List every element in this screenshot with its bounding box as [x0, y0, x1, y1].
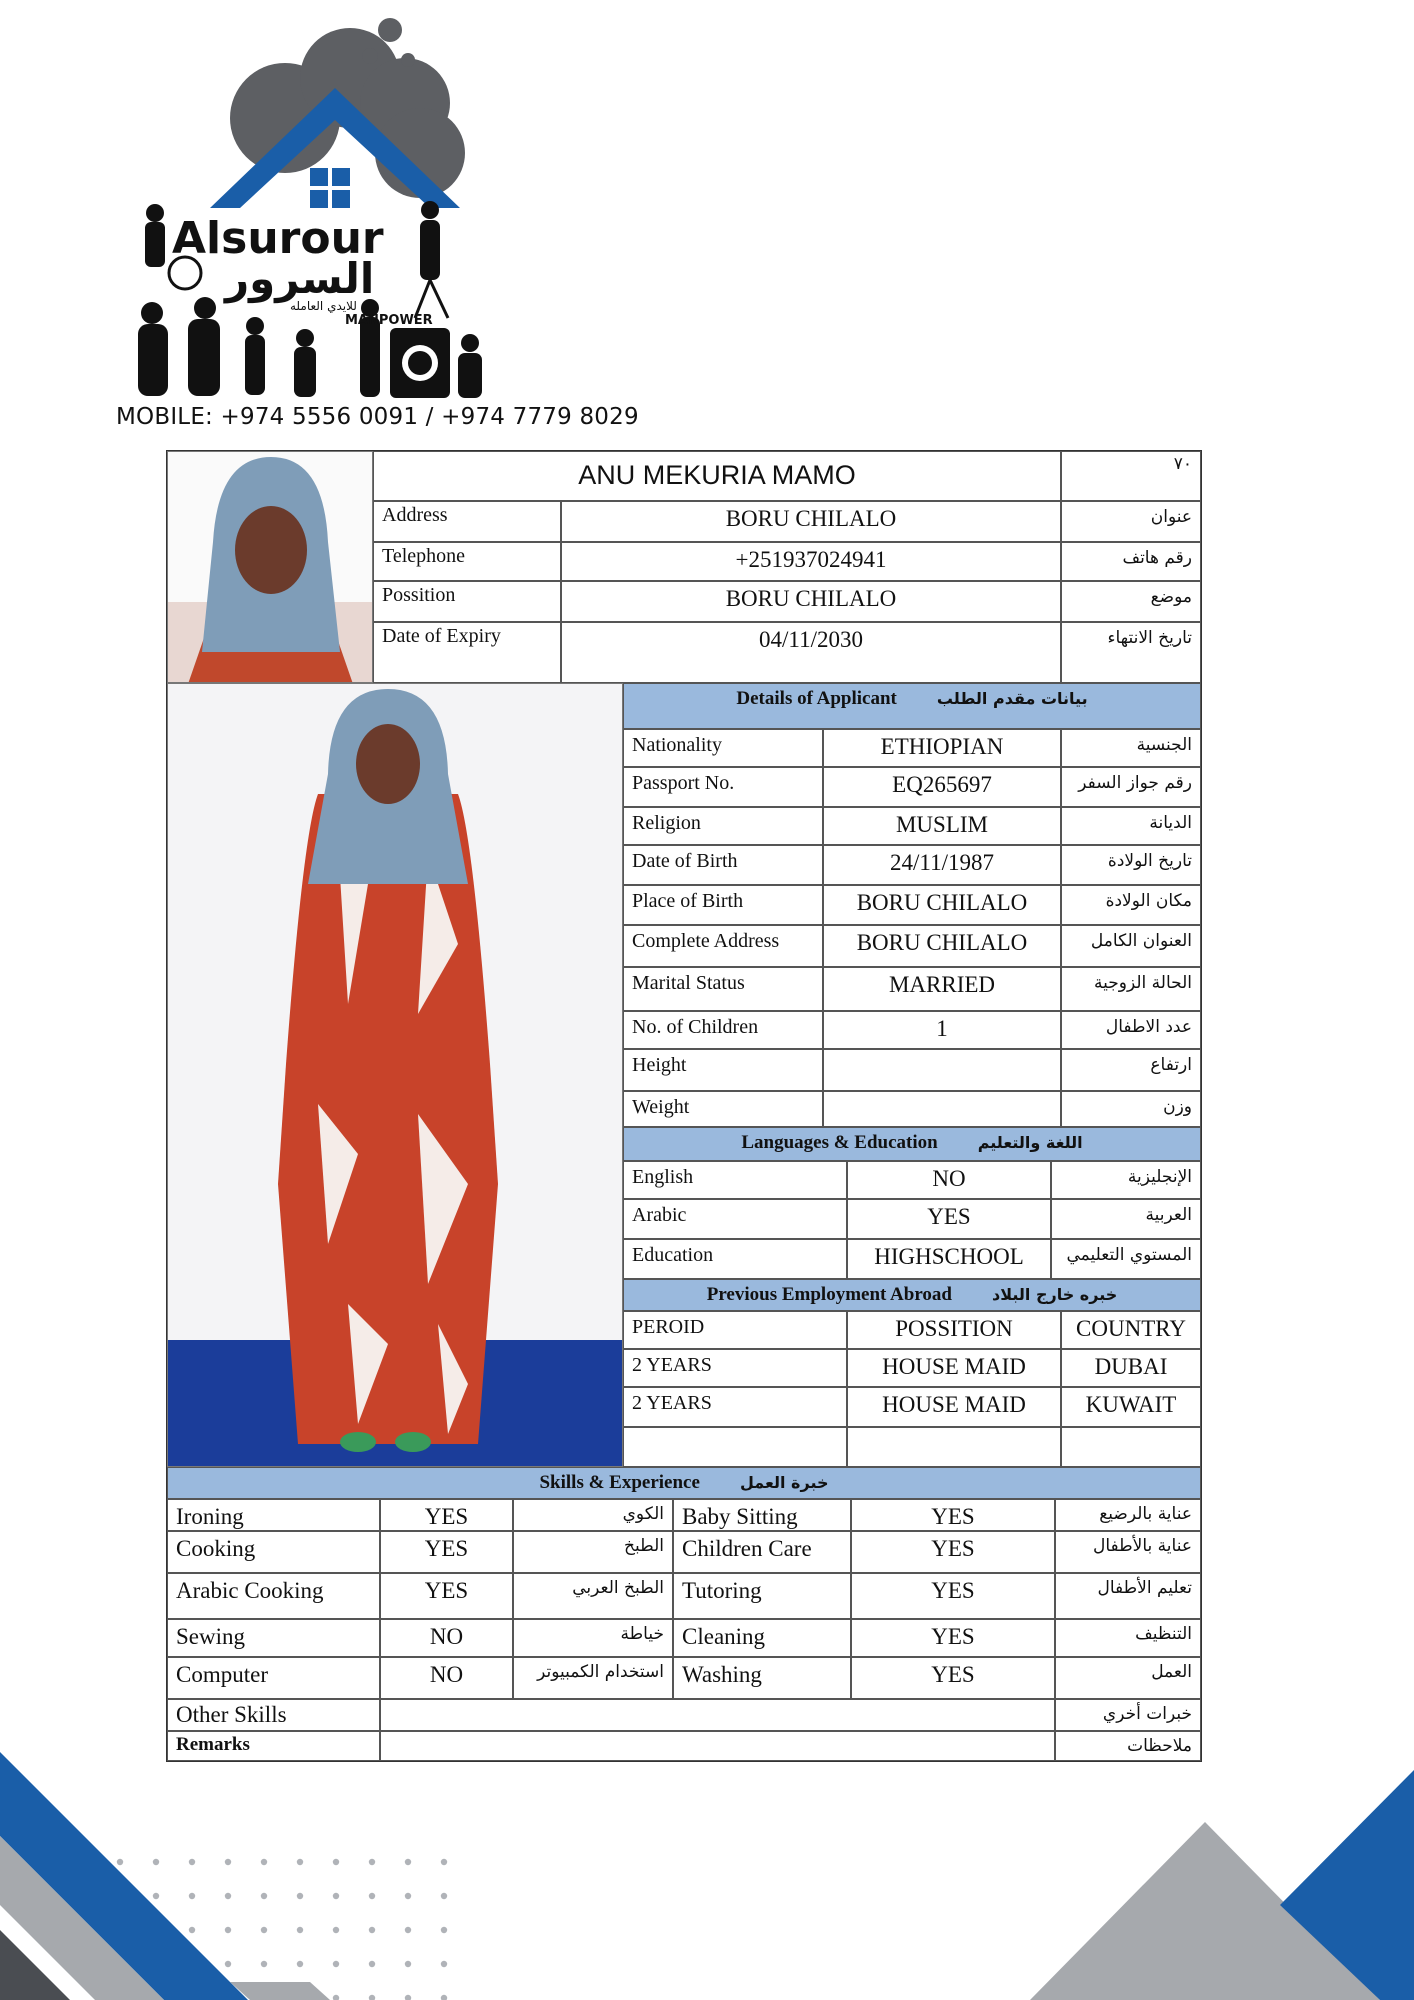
profile-label: Date of Expiry	[373, 622, 561, 683]
profile-value: BORU CHILALO	[561, 501, 1061, 542]
detail-value: BORU CHILALO	[823, 925, 1061, 967]
dot	[189, 1859, 195, 1865]
employment-cell	[847, 1427, 1061, 1467]
skill-value: YES	[380, 1531, 513, 1573]
skill-label: Washing	[673, 1657, 851, 1699]
detail-value: MARRIED	[823, 967, 1061, 1011]
skill-label-ar: العمل	[1055, 1657, 1201, 1699]
detail-label: Marital Status	[623, 967, 823, 1011]
headshot-photo	[167, 451, 373, 683]
employment-cell: KUWAIT	[1061, 1387, 1201, 1427]
skill-value: NO	[380, 1657, 513, 1699]
skill-label: Arabic Cooking	[167, 1573, 380, 1619]
skills-header-title: Skills & Experience	[539, 1472, 700, 1493]
detail-value: 24/11/1987	[823, 845, 1061, 885]
skill-value: NO	[380, 1619, 513, 1657]
skill-label: Children Care	[673, 1531, 851, 1573]
dot	[441, 1893, 447, 1899]
employment-col-header: COUNTRY	[1061, 1311, 1201, 1349]
applicant-form	[166, 450, 1202, 1762]
details-header-title: Details of Applicant	[736, 688, 897, 709]
language-label-ar: الإنجليزية	[1051, 1161, 1201, 1199]
other-skills-label-ar: خبرات أخري	[1055, 1699, 1201, 1731]
brand-tagline-arabic: للايدي العامله	[290, 299, 357, 313]
detail-value: EQ265697	[823, 767, 1061, 807]
dot	[189, 1893, 195, 1899]
language-label: Education	[623, 1239, 847, 1279]
detail-label: Weight	[623, 1091, 823, 1127]
skill-value: YES	[380, 1573, 513, 1619]
detail-label: Height	[623, 1049, 823, 1091]
brand-arabic: السرور	[225, 254, 375, 303]
profile-value: +251937024941	[561, 542, 1061, 581]
details-header-title-ar: بيانات مقدم الطلب	[936, 689, 1088, 708]
languages-header	[623, 1127, 1201, 1161]
dot	[117, 1859, 123, 1865]
dot	[297, 1859, 303, 1865]
detail-label-ar: الحالة الزوجية	[1061, 967, 1201, 1011]
detail-label: Date of Birth	[623, 845, 823, 885]
mobile-numbers: MOBILE: +974 5556 0091 / +974 7779 8029	[116, 404, 639, 430]
employment-cell: HOUSE MAID	[847, 1349, 1061, 1387]
skill-label-ar: عناية بالأطفال	[1055, 1531, 1201, 1573]
person-photo-icon	[168, 684, 623, 1467]
dot	[225, 1859, 231, 1865]
dot	[261, 1893, 267, 1899]
skill-label-ar: الكوي	[513, 1499, 673, 1531]
dot	[261, 1859, 267, 1865]
skill-value: YES	[851, 1531, 1055, 1573]
profile-value: BORU CHILALO	[561, 581, 1061, 622]
detail-value: MUSLIM	[823, 807, 1061, 845]
dot	[405, 1859, 411, 1865]
headshot-icon	[168, 452, 373, 683]
detail-value	[823, 1091, 1061, 1127]
skill-label-ar: استخدام الكمبيوتر	[513, 1657, 673, 1699]
skill-value: YES	[380, 1499, 513, 1531]
skill-label: Sewing	[167, 1619, 380, 1657]
dot	[333, 1995, 339, 2000]
dot	[405, 1927, 411, 1933]
employment-header	[623, 1279, 1201, 1311]
skills-header	[167, 1467, 1201, 1499]
dot	[297, 1893, 303, 1899]
languages-header-title: Languages & Education	[741, 1132, 938, 1153]
skill-value: YES	[851, 1657, 1055, 1699]
detail-value: 1	[823, 1011, 1061, 1049]
profile-label-ar: تاريخ الانتهاء	[1061, 622, 1201, 683]
skill-label: Baby Sitting	[673, 1499, 851, 1531]
dot	[441, 1859, 447, 1865]
skill-label-ar: عناية بالرضيع	[1055, 1499, 1201, 1531]
skill-value: YES	[851, 1573, 1055, 1619]
profile-label: Possition	[373, 581, 561, 622]
dot	[441, 1995, 447, 2000]
profile-value: 04/11/2030	[561, 622, 1061, 683]
profile-label-ar: موضع	[1061, 581, 1201, 622]
detail-label-ar: عدد الاطفال	[1061, 1011, 1201, 1049]
language-value: HIGHSCHOOL	[847, 1239, 1051, 1279]
skill-label: Computer	[167, 1657, 380, 1699]
skill-label-ar: الطبخ	[513, 1531, 673, 1573]
skills-header-title-ar: خبرة العمل	[739, 1473, 829, 1492]
employment-header-title: Previous Employment Abroad	[706, 1284, 952, 1305]
language-value: YES	[847, 1199, 1051, 1239]
employment-cell: 2 YEARS	[623, 1387, 847, 1427]
employment-header-title-ar: خبره خارج البلاد	[992, 1285, 1118, 1304]
other-skills-label: Other Skills	[167, 1699, 380, 1731]
detail-label-ar: ارتفاع	[1061, 1049, 1201, 1091]
detail-value	[823, 1049, 1061, 1091]
employment-cell	[623, 1427, 847, 1467]
detail-label: Complete Address	[623, 925, 823, 967]
skill-value: YES	[851, 1499, 1055, 1531]
dot	[369, 1961, 375, 1967]
employment-col-header: PEROID	[623, 1311, 847, 1349]
dot	[405, 1995, 411, 2000]
remarks-value	[380, 1731, 1055, 1761]
profile-label: Address	[373, 501, 561, 542]
detail-label: No. of Children	[623, 1011, 823, 1049]
dot	[333, 1859, 339, 1865]
skill-label-ar: تعليم الأطفال	[1055, 1573, 1201, 1619]
language-value: NO	[847, 1161, 1051, 1199]
brand-tagline: MANPOWER	[345, 313, 433, 328]
details-header	[623, 683, 1201, 729]
language-label-ar: المستوي التعليمي	[1051, 1239, 1201, 1279]
dot	[297, 1961, 303, 1967]
language-label: English	[623, 1161, 847, 1199]
dot	[369, 1893, 375, 1899]
dot	[333, 1927, 339, 1933]
detail-label: Nationality	[623, 729, 823, 767]
dot	[441, 1927, 447, 1933]
skill-label: Cooking	[167, 1531, 380, 1573]
profile-label-ar: رقم هاتف	[1061, 542, 1201, 581]
dot	[261, 1927, 267, 1933]
dot	[333, 1961, 339, 1967]
dot	[369, 1995, 375, 2000]
detail-label-ar: مكان الولادة	[1061, 885, 1201, 925]
detail-label: Passport No.	[623, 767, 823, 807]
dot	[225, 1927, 231, 1933]
employment-cell	[1061, 1427, 1201, 1467]
other-skills-value	[380, 1699, 1055, 1731]
dot	[297, 1927, 303, 1933]
dot	[333, 1893, 339, 1899]
detail-label-ar: العنوان الكامل	[1061, 925, 1201, 967]
dot	[225, 1893, 231, 1899]
skill-value: YES	[851, 1619, 1055, 1657]
profile-label-ar: عنوان	[1061, 501, 1201, 542]
dot	[405, 1893, 411, 1899]
skill-label-ar: الطبخ العربي	[513, 1573, 673, 1619]
language-label: Arabic	[623, 1199, 847, 1239]
skill-label: Tutoring	[673, 1573, 851, 1619]
dot	[153, 1893, 159, 1899]
full-body-photo	[167, 683, 623, 1467]
employment-cell: DUBAI	[1061, 1349, 1201, 1387]
applicant-name: ANU MEKURIA MAMO	[373, 451, 1061, 501]
skill-label-ar: خياطة	[513, 1619, 673, 1657]
remarks-label-ar: ملاحظات	[1055, 1731, 1201, 1761]
dot	[261, 1961, 267, 1967]
detail-label-ar: رقم جواز السفر	[1061, 767, 1201, 807]
dot	[225, 1961, 231, 1967]
profile-label: Telephone	[373, 542, 561, 581]
detail-label: Place of Birth	[623, 885, 823, 925]
dot	[189, 1927, 195, 1933]
corner-mark: ٧٠	[1061, 451, 1201, 501]
dot	[369, 1927, 375, 1933]
skill-label: Cleaning	[673, 1619, 851, 1657]
dot	[153, 1859, 159, 1865]
brand-latin: Alsurour	[172, 213, 384, 264]
remarks-label: Remarks	[167, 1731, 380, 1761]
employment-cell: HOUSE MAID	[847, 1387, 1061, 1427]
detail-value: ETHIOPIAN	[823, 729, 1061, 767]
language-label-ar: العربية	[1051, 1199, 1201, 1239]
alsurour-logo	[130, 8, 550, 408]
detail-value: BORU CHILALO	[823, 885, 1061, 925]
skill-label-ar: التنظيف	[1055, 1619, 1201, 1657]
detail-label-ar: تاريخ الولادة	[1061, 845, 1201, 885]
languages-header-title-ar: اللغة والتعليم	[977, 1133, 1083, 1152]
dot	[405, 1961, 411, 1967]
detail-label-ar: الجنسية	[1061, 729, 1201, 767]
dot	[369, 1859, 375, 1865]
detail-label-ar: وزن	[1061, 1091, 1201, 1127]
detail-label: Religion	[623, 807, 823, 845]
skill-label: Ironing	[167, 1499, 380, 1531]
dot	[441, 1961, 447, 1967]
employment-col-header: POSSITION	[847, 1311, 1061, 1349]
detail-label-ar: الديانة	[1061, 807, 1201, 845]
employment-cell: 2 YEARS	[623, 1349, 847, 1387]
